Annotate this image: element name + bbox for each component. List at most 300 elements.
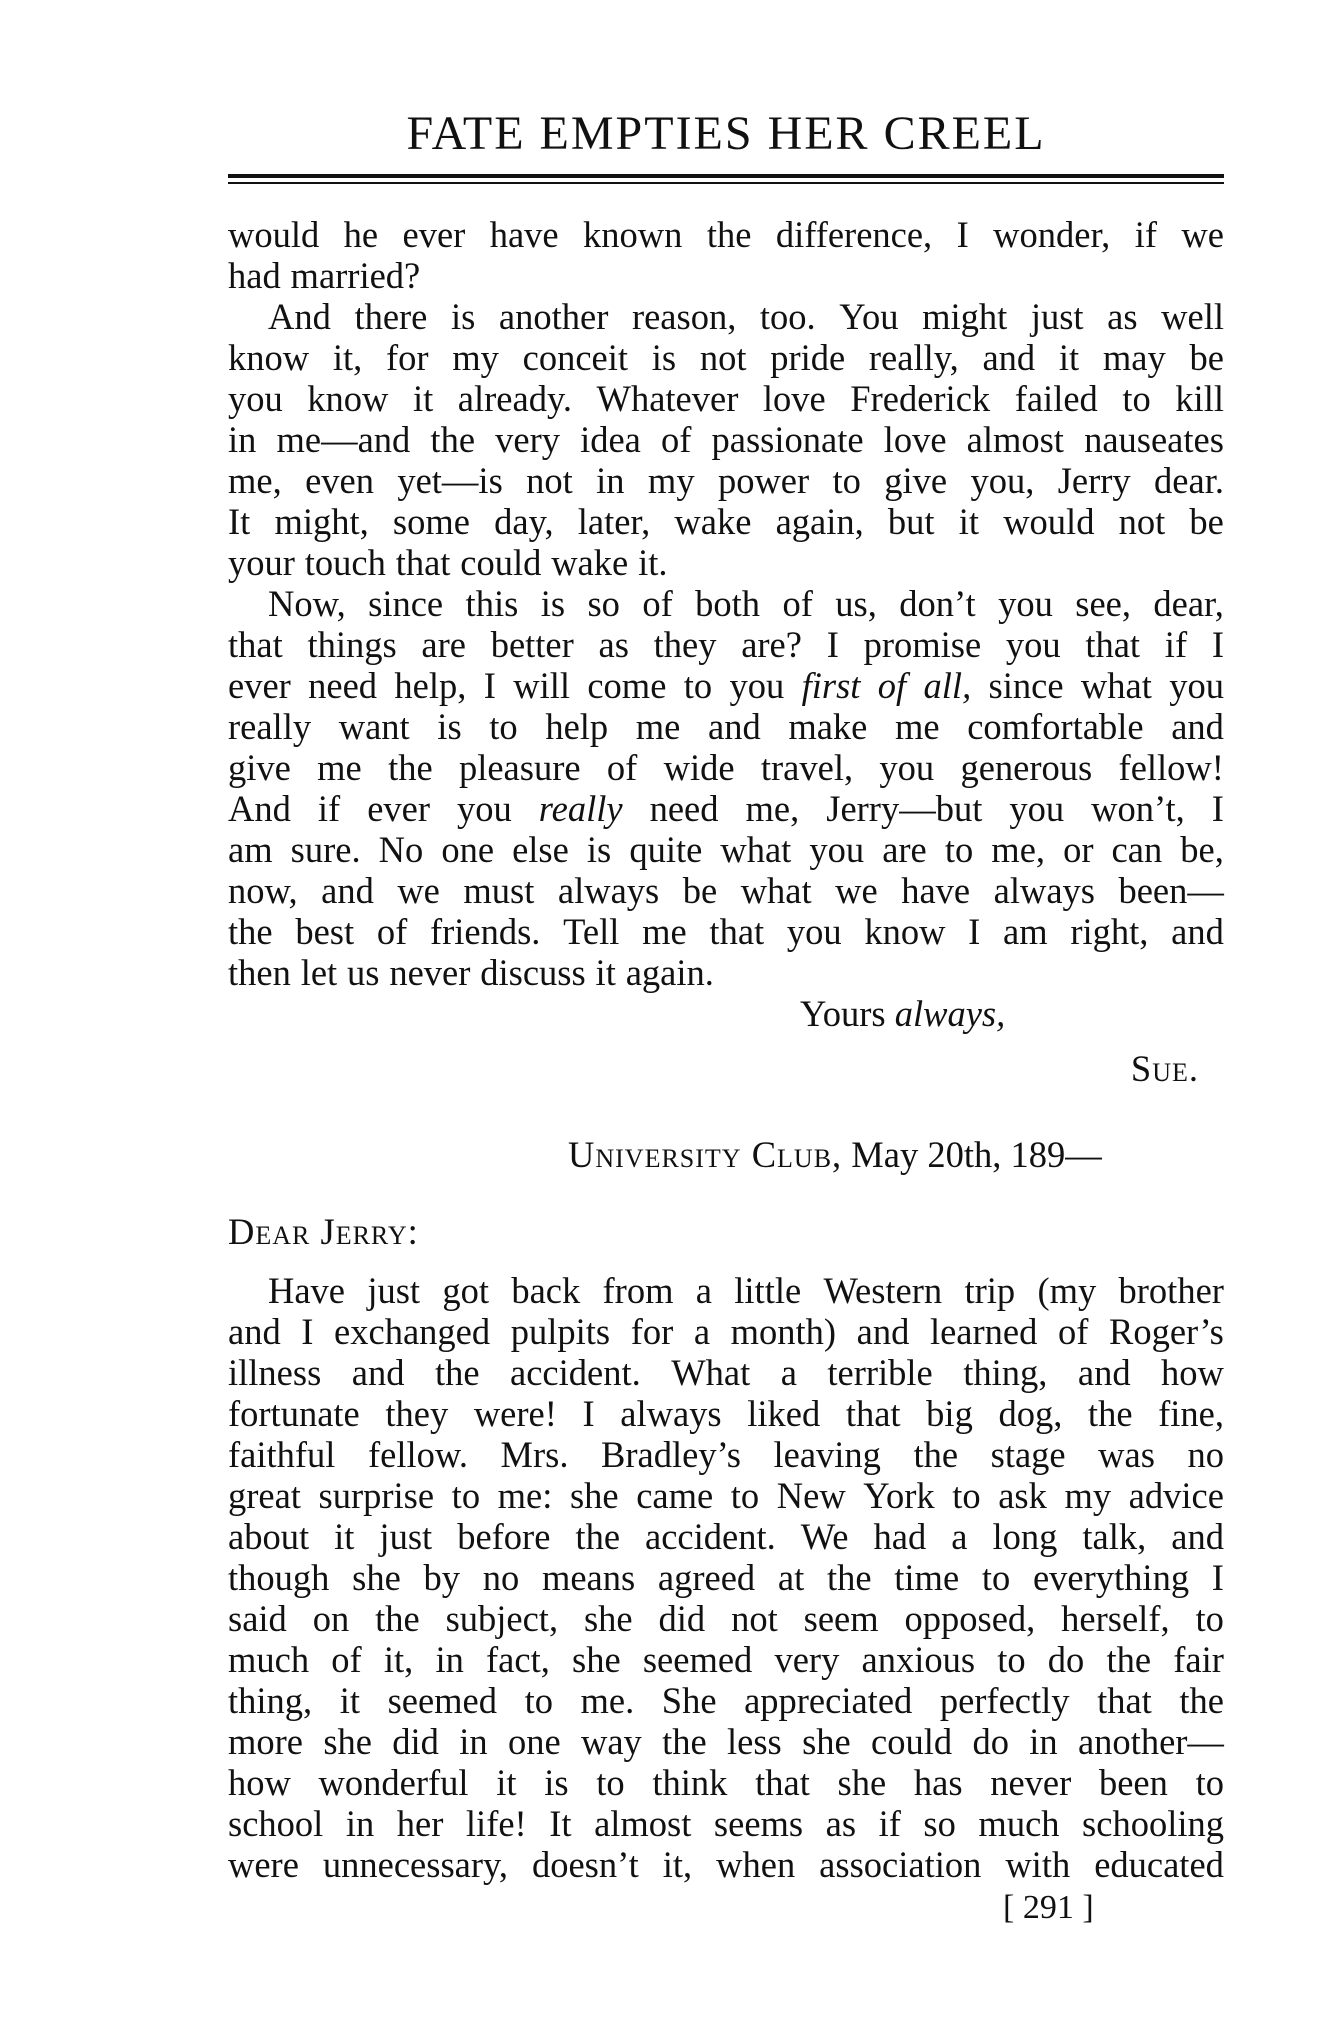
- letter-body: [228, 1270, 1224, 1885]
- dateline: [228, 1134, 1224, 1175]
- word: all,: [923, 665, 972, 706]
- word: it: [958, 501, 980, 542]
- word: of: [1057, 1311, 1089, 1352]
- word: very: [495, 419, 560, 460]
- word: he: [343, 214, 379, 255]
- word: give: [228, 747, 291, 788]
- word: you: [1005, 624, 1061, 665]
- word: don’t: [899, 583, 976, 624]
- text-line: [228, 870, 1224, 911]
- text-line: [228, 1393, 1224, 1434]
- word: little: [734, 1270, 802, 1311]
- word: me,: [991, 829, 1046, 870]
- word: advice: [1128, 1475, 1224, 1516]
- word: my: [647, 460, 695, 501]
- word: married?: [290, 255, 421, 296]
- word: she: [583, 1598, 633, 1639]
- word: idea: [580, 419, 641, 460]
- word: of: [376, 911, 408, 952]
- salutation: [228, 1211, 1224, 1252]
- word: of: [782, 583, 813, 624]
- word: means: [541, 1557, 636, 1598]
- word: well: [1161, 296, 1224, 337]
- word: fair: [1173, 1639, 1224, 1680]
- word: my: [452, 337, 499, 378]
- word: known: [583, 214, 683, 255]
- word: Whatever: [596, 378, 739, 419]
- word: fine,: [1158, 1393, 1224, 1434]
- dateline-place: University Club,: [568, 1134, 843, 1175]
- word: and: [856, 1311, 910, 1352]
- word: pride: [770, 337, 846, 378]
- text-line: [228, 1721, 1224, 1762]
- word: fact,: [486, 1639, 550, 1680]
- word: about: [228, 1516, 310, 1557]
- word: my: [1064, 1475, 1112, 1516]
- word: Frederick: [850, 378, 991, 419]
- word: it,: [383, 1639, 414, 1680]
- word: even: [305, 460, 374, 501]
- word: to: [952, 1475, 981, 1516]
- word: think: [652, 1762, 728, 1803]
- text-line: [228, 501, 1224, 542]
- word: am: [1003, 911, 1048, 952]
- word: yet—is: [397, 460, 503, 501]
- word: has: [913, 1762, 963, 1803]
- word: we: [1181, 214, 1224, 255]
- word: do: [972, 1721, 1009, 1762]
- word: learned: [929, 1311, 1038, 1352]
- word: seemed: [642, 1639, 753, 1680]
- word: would: [228, 214, 320, 255]
- word: know: [228, 337, 310, 378]
- word: be: [682, 870, 718, 911]
- word: if: [1134, 214, 1157, 255]
- word: how: [1161, 1352, 1224, 1393]
- word: What: [671, 1352, 751, 1393]
- word: I: [1211, 1557, 1224, 1598]
- word: back: [511, 1270, 581, 1311]
- word: am: [228, 829, 273, 870]
- word: again.: [625, 952, 714, 993]
- word: you: [457, 788, 512, 829]
- text-line: [228, 706, 1224, 747]
- word: make: [788, 706, 868, 747]
- word: that: [1085, 624, 1141, 665]
- word: already.: [457, 378, 572, 419]
- word: are: [882, 829, 927, 870]
- letter-to-jerry: [228, 1134, 1224, 1885]
- word: perfectly: [939, 1680, 1070, 1721]
- word: best: [295, 911, 355, 952]
- word: you: [228, 378, 283, 419]
- word: association: [819, 1844, 982, 1885]
- word: more: [228, 1721, 303, 1762]
- word: really: [228, 706, 312, 747]
- word: to: [1195, 1762, 1224, 1803]
- word: me: [317, 747, 362, 788]
- word: that: [755, 1762, 810, 1803]
- word: in: [459, 1721, 488, 1762]
- word: at: [777, 1557, 805, 1598]
- word: unnecessary,: [322, 1844, 509, 1885]
- text-line: [228, 747, 1224, 788]
- word: it: [496, 1762, 517, 1803]
- word: some: [392, 501, 470, 542]
- word: the: [228, 911, 273, 952]
- word: it,: [662, 1844, 693, 1885]
- word: It: [549, 1803, 572, 1844]
- word: wonder,: [993, 214, 1111, 255]
- text-line: [228, 911, 1224, 952]
- word: really,: [868, 337, 959, 378]
- word: again,: [775, 501, 864, 542]
- word: in: [345, 1803, 375, 1844]
- word: have: [901, 870, 971, 911]
- word: me—and: [276, 419, 411, 460]
- word: are: [421, 624, 466, 665]
- word: us: [347, 952, 380, 993]
- word: power: [717, 460, 810, 501]
- letter-body: [228, 214, 1224, 993]
- signature: Sue.: [1130, 1048, 1199, 1089]
- word: wonderful: [318, 1762, 469, 1803]
- word: to: [944, 829, 974, 870]
- word: life!: [465, 1803, 527, 1844]
- word: of: [331, 1639, 362, 1680]
- word: accident.: [510, 1352, 641, 1393]
- word: thing,: [963, 1352, 1048, 1393]
- word: to: [997, 1639, 1026, 1680]
- word: wide: [663, 747, 735, 788]
- word: is: [437, 706, 462, 747]
- word: as: [598, 624, 629, 665]
- word: right,: [1070, 911, 1149, 952]
- word: Jerry—but: [826, 788, 983, 829]
- word: the: [430, 419, 476, 460]
- word: do: [1047, 1639, 1085, 1680]
- word: then: [228, 952, 291, 993]
- word: that: [395, 542, 451, 583]
- text-line: [228, 1516, 1224, 1557]
- word: nauseates: [1084, 419, 1224, 460]
- word: it: [1058, 337, 1080, 378]
- word: I: [582, 1393, 595, 1434]
- text-line: [228, 542, 1224, 583]
- word: it: [412, 378, 434, 419]
- word: Western: [823, 1270, 943, 1311]
- word: faithful: [228, 1434, 336, 1475]
- word: accident.: [645, 1516, 776, 1557]
- page-number: [ 291 ]: [1003, 1889, 1094, 1926]
- word: had: [228, 255, 281, 296]
- word: me: [642, 911, 687, 952]
- text-line: [228, 1270, 1224, 1311]
- word: is: [450, 296, 476, 337]
- word: give: [884, 460, 948, 501]
- word: help,: [394, 665, 467, 706]
- word: it.: [638, 542, 668, 583]
- word: said: [228, 1598, 287, 1639]
- word: another—: [1077, 1721, 1224, 1762]
- text-line: [228, 1557, 1224, 1598]
- word: with: [1005, 1844, 1071, 1885]
- word: got: [442, 1270, 490, 1311]
- closing-emphasis: always,: [894, 993, 1006, 1034]
- word: a: [695, 1270, 712, 1311]
- text-line: [228, 419, 1224, 460]
- word: your: [228, 542, 295, 583]
- word: know: [307, 378, 389, 419]
- word: ever: [367, 788, 430, 829]
- word: in: [435, 1639, 464, 1680]
- word: failed: [1014, 378, 1098, 419]
- word: stage: [990, 1434, 1066, 1475]
- word: reason,: [631, 296, 737, 337]
- running-head: FATE EMPTIES HER CREEL: [406, 107, 1046, 160]
- text-line: [228, 1434, 1224, 1475]
- word: Roger’s: [1108, 1311, 1224, 1352]
- text-line: [228, 214, 1224, 255]
- word: exchanged: [334, 1311, 491, 1352]
- word: me:: [497, 1475, 553, 1516]
- word: day,: [494, 501, 554, 542]
- word: New: [776, 1475, 846, 1516]
- word: me,: [228, 460, 282, 501]
- word: was: [1098, 1434, 1155, 1475]
- word: subject,: [445, 1598, 559, 1639]
- word: me,: [745, 788, 800, 829]
- word: better: [490, 624, 574, 665]
- word: there: [354, 296, 428, 337]
- word: must: [463, 870, 535, 911]
- text-line: [228, 1803, 1224, 1844]
- word: promise: [863, 624, 982, 665]
- word: be,: [1180, 829, 1224, 870]
- word: as: [825, 1803, 857, 1844]
- word: is: [651, 337, 677, 378]
- word: she: [323, 1721, 372, 1762]
- word: no: [1187, 1434, 1224, 1475]
- word: may: [1102, 337, 1166, 378]
- word: another: [498, 296, 609, 337]
- word: opposed,: [904, 1598, 1036, 1639]
- word: Have: [268, 1270, 346, 1311]
- text-line: [228, 952, 1224, 993]
- word: or: [1063, 829, 1094, 870]
- word: love: [762, 378, 826, 419]
- header-rule-thick: [228, 174, 1224, 178]
- text-line: [228, 296, 1224, 337]
- word: what: [1080, 665, 1152, 706]
- word: It: [228, 501, 251, 542]
- word: a: [780, 1352, 797, 1393]
- text-line: [228, 337, 1224, 378]
- word: would: [1003, 501, 1095, 542]
- word: appreciated: [744, 1680, 913, 1721]
- word: is: [540, 583, 566, 624]
- word: I: [301, 1311, 314, 1352]
- letter-from-sue: [228, 214, 1224, 1089]
- word: much: [978, 1803, 1060, 1844]
- word: the: [375, 1598, 420, 1639]
- word: to: [1195, 1598, 1224, 1639]
- text-line: [228, 460, 1224, 501]
- word: fellow!: [1118, 747, 1224, 788]
- word: not: [731, 1598, 778, 1639]
- word: surprise: [318, 1475, 435, 1516]
- word: how: [228, 1762, 291, 1803]
- word: anxious: [861, 1639, 976, 1680]
- word: since: [988, 665, 1064, 706]
- word: I: [483, 665, 496, 706]
- word: since: [368, 583, 444, 624]
- word: could: [460, 542, 542, 583]
- word: You: [839, 296, 899, 337]
- word: you: [786, 911, 842, 952]
- word: We: [800, 1516, 849, 1557]
- word: one: [441, 829, 495, 870]
- word: and: [1171, 1516, 1224, 1557]
- word: almost: [966, 419, 1064, 460]
- signature-line: [228, 1048, 1224, 1089]
- word: so: [587, 583, 620, 624]
- word: Mrs.: [500, 1434, 569, 1475]
- word: She: [661, 1680, 717, 1721]
- word: else: [512, 829, 569, 870]
- word: to: [524, 1680, 553, 1721]
- word: pulpits: [510, 1311, 611, 1352]
- word: difference,: [775, 214, 933, 255]
- word: by: [423, 1557, 460, 1598]
- word: to: [596, 1762, 625, 1803]
- word: have: [489, 214, 559, 255]
- word: not: [526, 460, 573, 501]
- word: will: [513, 665, 571, 706]
- word: leaving: [773, 1434, 881, 1475]
- word: her: [396, 1803, 444, 1844]
- word: always: [620, 1393, 722, 1434]
- word: York: [863, 1475, 935, 1516]
- word: is: [544, 1762, 569, 1803]
- text-line: [228, 378, 1224, 419]
- text-line: [228, 665, 1224, 706]
- word: no: [482, 1557, 520, 1598]
- word: the: [434, 1352, 480, 1393]
- word: big: [926, 1393, 973, 1434]
- word: the: [662, 1721, 707, 1762]
- word: me.: [580, 1680, 635, 1721]
- word: time: [894, 1557, 960, 1598]
- word: never: [990, 1762, 1072, 1803]
- word: almost: [594, 1803, 692, 1844]
- word: you: [998, 583, 1053, 624]
- word: one: [507, 1721, 561, 1762]
- word: in: [1029, 1721, 1058, 1762]
- word: see,: [1075, 583, 1131, 624]
- word: this: [465, 583, 519, 624]
- word: school: [228, 1803, 324, 1844]
- closing: [228, 993, 1224, 1034]
- word: of: [606, 747, 638, 788]
- word: to: [981, 1557, 1011, 1598]
- word: she: [569, 1475, 619, 1516]
- word: if: [1164, 624, 1188, 665]
- word: be: [1189, 337, 1224, 378]
- word: we: [397, 870, 440, 911]
- word: discuss: [480, 952, 586, 993]
- word: wake: [674, 501, 752, 542]
- word: a: [693, 1311, 711, 1352]
- word: were!: [473, 1393, 557, 1434]
- word: never: [389, 952, 471, 993]
- word: as: [1107, 296, 1138, 337]
- word: dog,: [998, 1393, 1063, 1434]
- word: though: [228, 1557, 330, 1598]
- word: pleasure: [458, 747, 581, 788]
- word: did: [392, 1721, 439, 1762]
- word: talk,: [1082, 1516, 1147, 1557]
- word: and: [1171, 911, 1224, 952]
- word: need: [308, 665, 378, 706]
- word: long: [992, 1516, 1058, 1557]
- word: travel,: [760, 747, 854, 788]
- word: if: [317, 788, 341, 829]
- word: us,: [835, 583, 877, 624]
- header-rule-thin: [228, 182, 1224, 184]
- word: might: [922, 296, 1008, 337]
- word: and: [982, 337, 1036, 378]
- word: And: [268, 296, 331, 337]
- word: can: [1111, 829, 1163, 870]
- word: a: [951, 1516, 968, 1557]
- word: she: [837, 1762, 887, 1803]
- salutation-text: Dear Jerry:: [228, 1211, 419, 1252]
- word: the: [1106, 1639, 1152, 1680]
- word: Jerry: [1057, 460, 1131, 501]
- word: touch: [304, 542, 386, 583]
- word: want: [338, 706, 410, 747]
- word: it: [339, 1680, 361, 1721]
- word: I: [968, 911, 981, 952]
- word: what: [720, 829, 792, 870]
- word: let: [300, 952, 338, 993]
- dateline-date: May 20th, 189—: [851, 1134, 1102, 1175]
- word: you: [729, 665, 785, 706]
- word: schooling: [1082, 1803, 1224, 1844]
- word: what: [740, 870, 812, 911]
- word: fellow.: [367, 1434, 468, 1475]
- text-line: [228, 788, 1224, 829]
- word: too.: [759, 296, 816, 337]
- word: come: [587, 665, 667, 706]
- word: love: [883, 419, 947, 460]
- text-line: [228, 1639, 1224, 1680]
- word: illness: [228, 1352, 322, 1393]
- word: she: [802, 1721, 851, 1762]
- word: might,: [274, 501, 369, 542]
- word: educated: [1094, 1844, 1224, 1885]
- word: first: [801, 665, 861, 706]
- word: herself,: [1061, 1598, 1170, 1639]
- word: but: [887, 501, 935, 542]
- word: seemed: [387, 1680, 498, 1721]
- word: and: [1171, 706, 1224, 747]
- word: Tell: [563, 911, 620, 952]
- text-line: [228, 1311, 1224, 1352]
- text-line: [228, 1352, 1224, 1393]
- word: it: [595, 952, 616, 993]
